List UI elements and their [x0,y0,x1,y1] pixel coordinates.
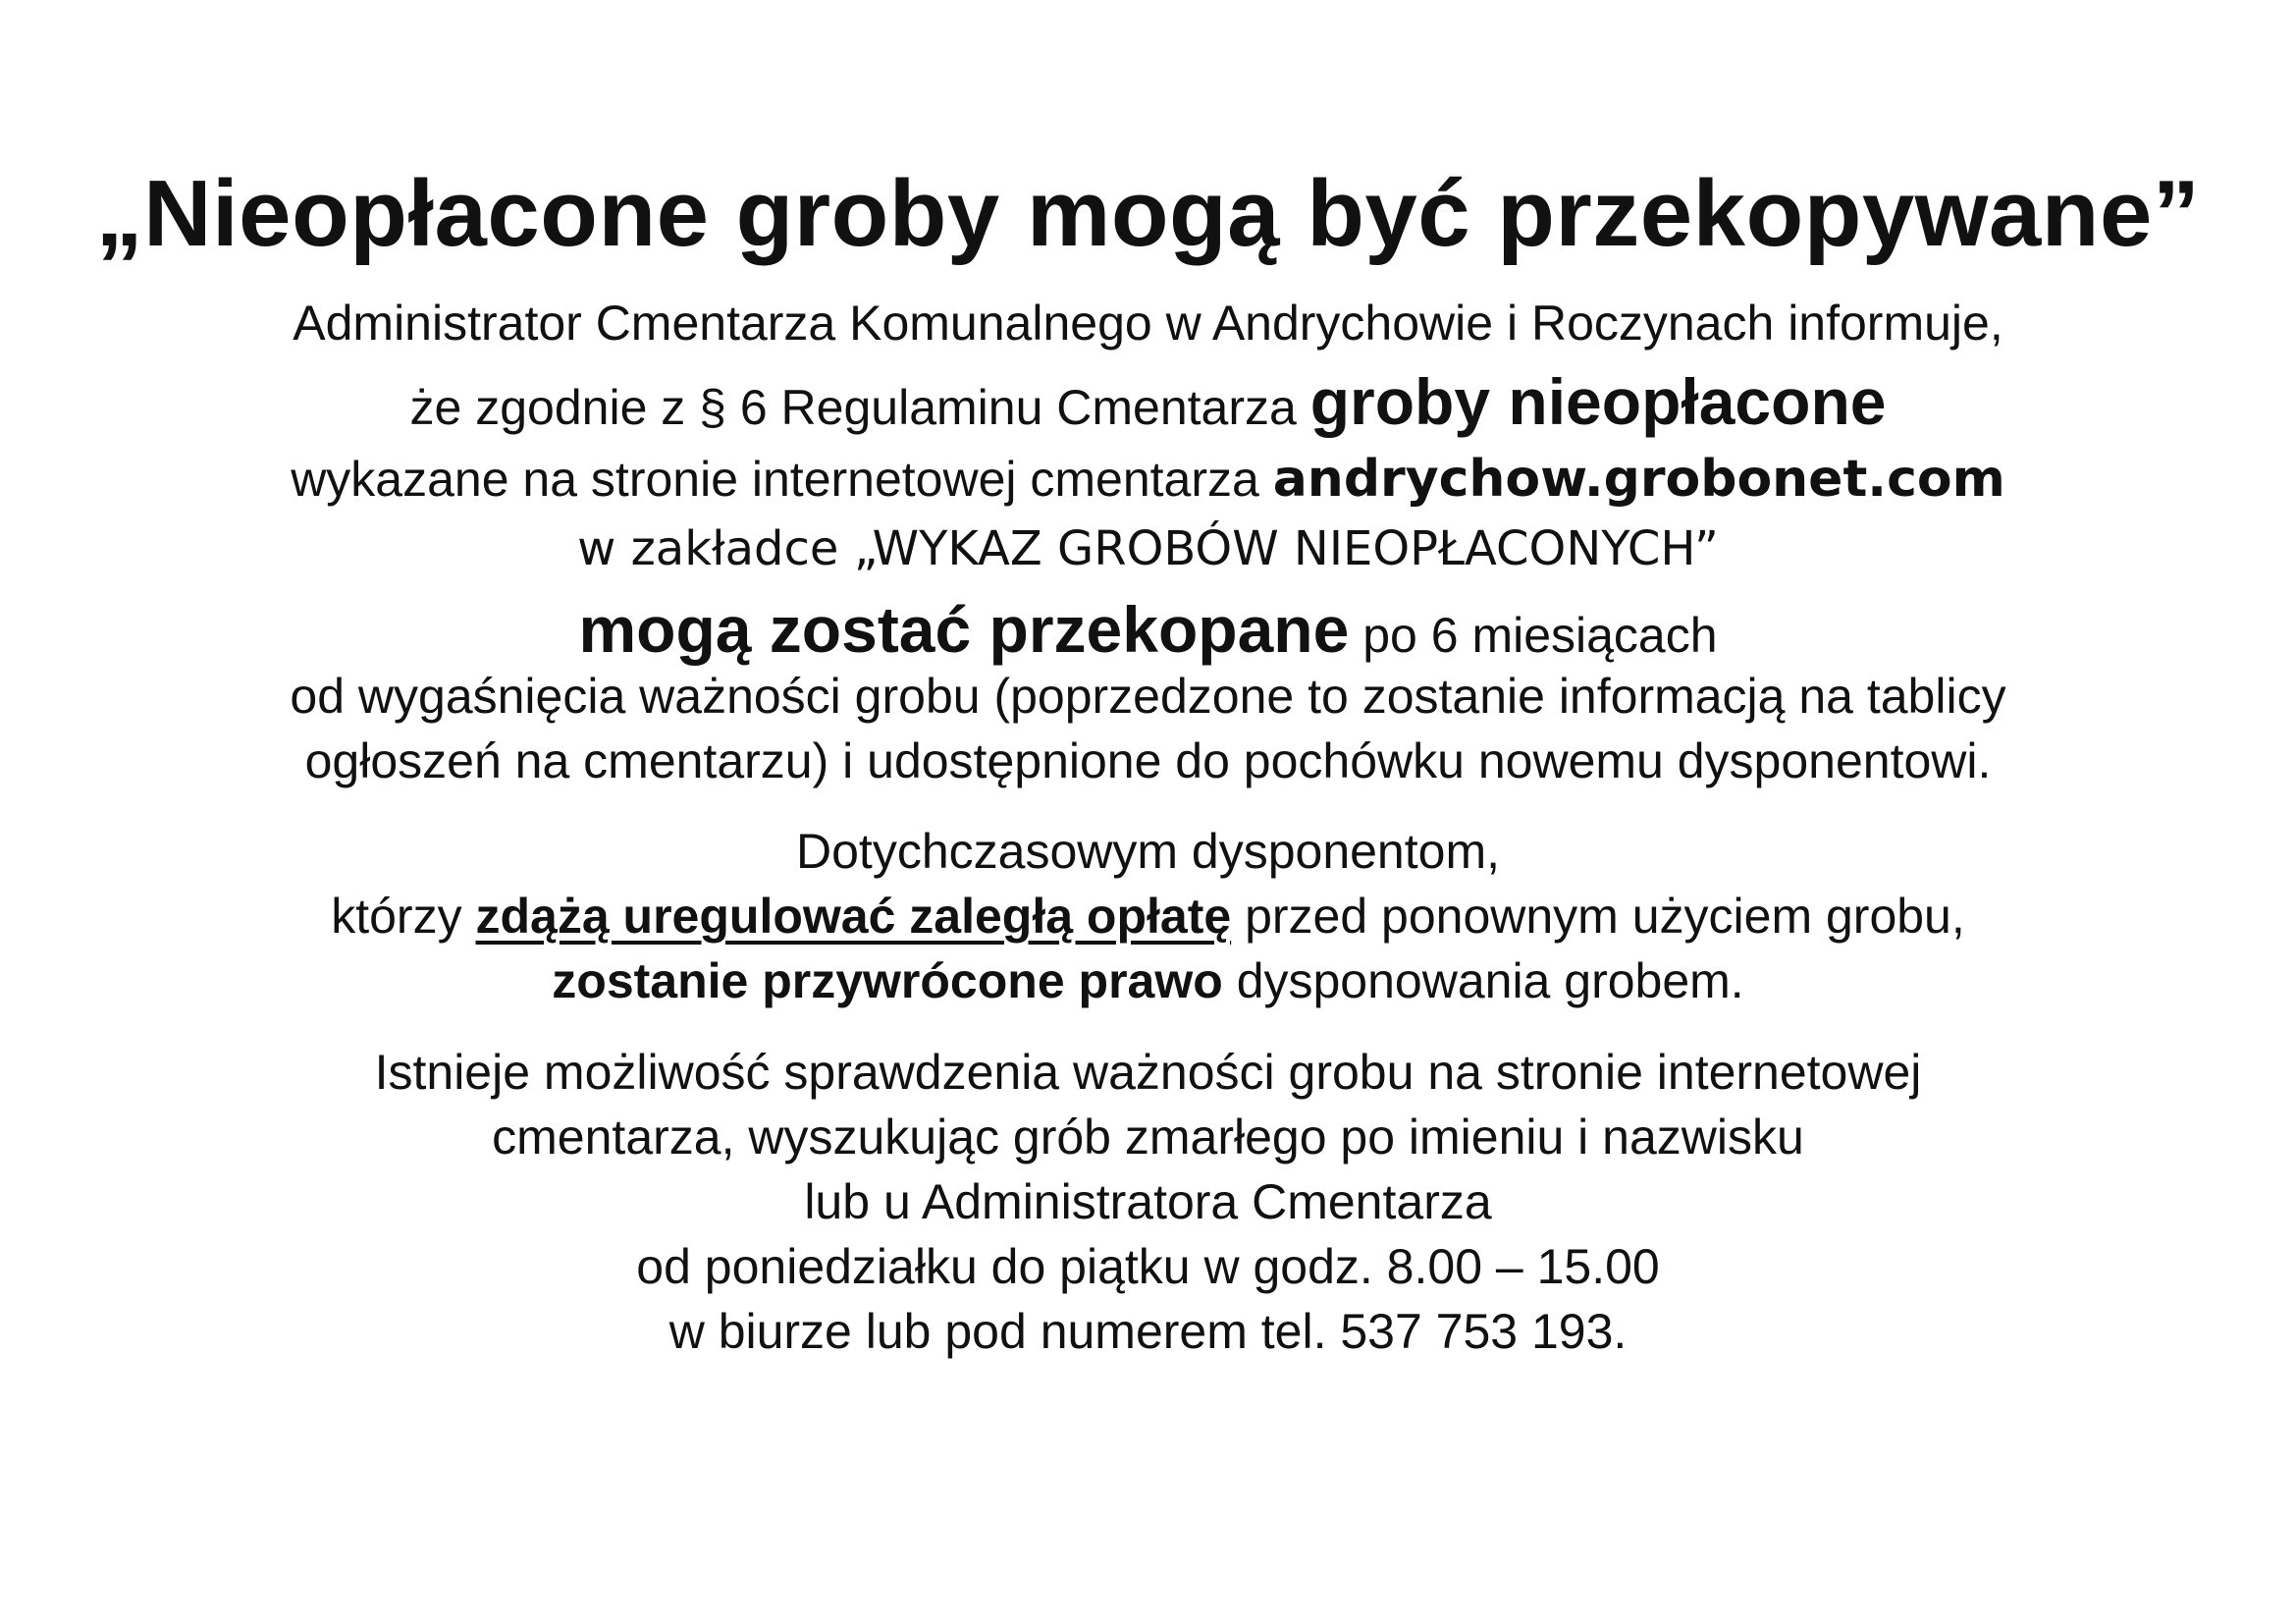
para1-line3 [0,450,2296,509]
para1-line2 [0,365,2296,438]
para2-line2-suffix: przed ponownym użyciem grobu, [1245,889,1965,944]
para1-line2-prefix: że zgodnie z § 6 Regulaminu Cmentarza [409,380,1297,435]
unpaid-graves-emphasis: groby nieopłacone [1309,365,1887,438]
para1-line3-prefix: wykazane na stronie internetowej cmentarza [291,452,1259,507]
para3-line3: lub u Administratora Cmentarza [804,1174,1492,1229]
para3-line4: od poniedziałku do piątku w godz. 8.00 – 15.00 [636,1239,1660,1294]
para1-line5 [0,593,2296,666]
may-be-dug-up-emphasis: mogą zostać przekopane [578,593,1350,666]
para2-line2-prefix: którzy [331,889,462,944]
para2-line1: Dotychczasowym dysponentom, [796,824,1500,879]
para3-line5: w biurze lub pod numerem tel. 537 753 193. [668,1304,1628,1359]
para1-line1: Administrator Cmentarza Komunalnego w Andrychowie i Roczynach informuje, [293,296,2003,351]
para1-line4: w zakładce „WYKAZ GROBÓW NIEOPŁACONYCH” [577,521,1719,576]
para2-line3 [0,953,2296,1008]
para1-line5-suffix: po 6 miesiącach [1362,608,1718,663]
para2-line2 [0,889,2296,944]
para1-line6: od wygaśnięcia ważności grobu (poprzedzone to zostanie informacją na tablicy [290,669,2006,724]
cemetery-website-url: andrychow.grobonet.com [1272,450,2005,509]
para3-line1: Istnieje możliwość sprawdzenia ważności grobu na stronie internetowej [374,1045,1922,1100]
notice-title: „Nieopłacone groby mogą być przekopywane” [95,161,2201,266]
pay-overdue-fee-emphasis: zdążą uregulować zaległą opłatę [475,889,1232,944]
para3-line2: cmentarza, wyszukując grób zmarłego po imieniu i nazwisku [492,1110,1804,1164]
para1-line7: ogłoszeń na cmentarzu) i udostępnione do pochówku nowemu dysponentowi. [304,733,1992,788]
right-restored-emphasis: zostanie przywrócone prawo [552,953,1223,1008]
para2-line3-suffix: dysponowania grobem. [1236,953,1744,1008]
